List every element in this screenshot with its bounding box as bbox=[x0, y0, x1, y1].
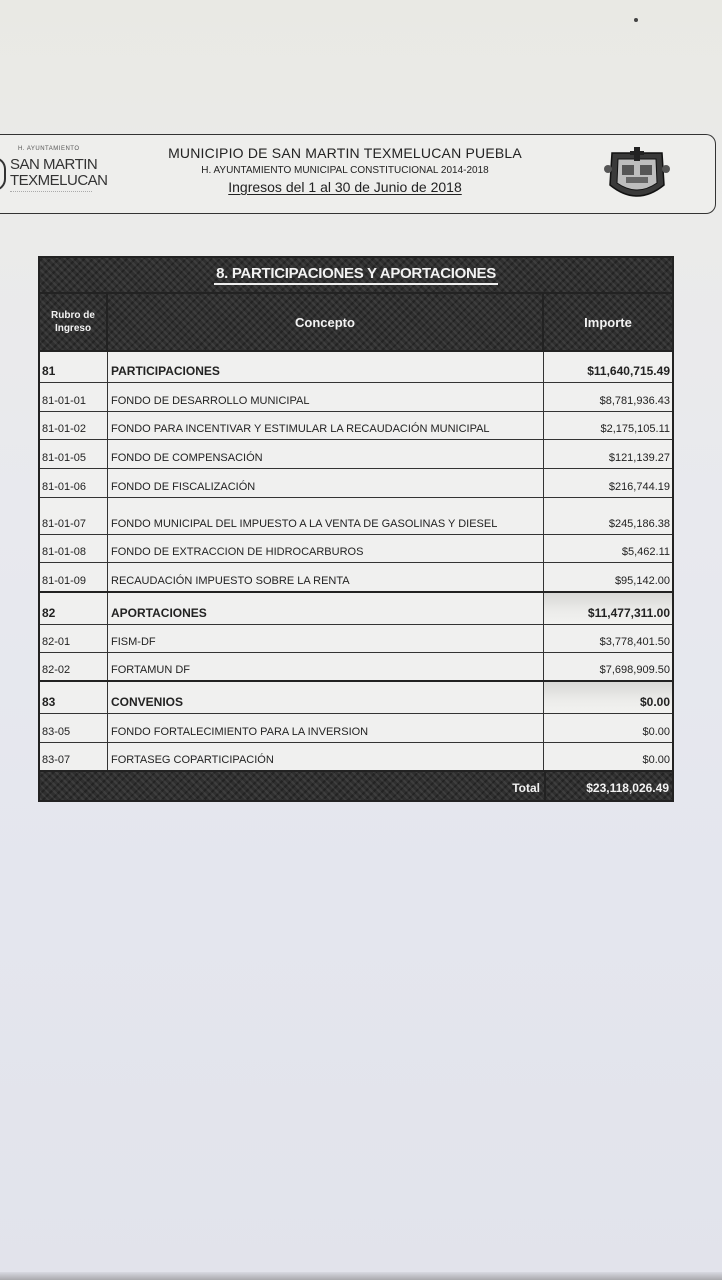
cell-concepto: FISM-DF bbox=[108, 625, 544, 652]
table-section-title bbox=[40, 258, 672, 294]
table-row bbox=[40, 624, 672, 652]
cell-rubro: 82-02 bbox=[40, 653, 108, 680]
table-row bbox=[40, 439, 672, 468]
cell-importe: $11,477,311.00 bbox=[544, 593, 672, 624]
cell-importe: $11,640,715.49 bbox=[587, 364, 670, 378]
cell-importe: $0.00 bbox=[642, 754, 670, 766]
cell-importe: $216,744.19 bbox=[608, 481, 670, 493]
cell-rubro: 81-01-02 bbox=[40, 412, 108, 439]
total-value: $23,118,026.49 bbox=[544, 772, 672, 800]
table-row bbox=[40, 497, 672, 534]
cell-importe: $3,778,401.50 bbox=[599, 636, 670, 648]
cell-importe: $0.00 bbox=[544, 682, 672, 713]
cell-rubro: 83-07 bbox=[40, 743, 108, 770]
cell-concepto: FONDO MUNICIPAL DEL IMPUESTO A LA VENTA DE GASOLINAS Y DIESEL bbox=[108, 498, 544, 534]
table-row bbox=[40, 713, 672, 742]
table-row-group bbox=[40, 591, 672, 624]
header-subtitle: H. AYUNTAMIENTO MUNICIPAL CONSTITUCIONAL 2014-2018 bbox=[201, 165, 489, 176]
cell-rubro: 81-01-05 bbox=[40, 440, 108, 468]
municipal-seal-icon bbox=[604, 145, 670, 205]
cell-importe: $8,781,936.43 bbox=[599, 395, 670, 407]
document-header bbox=[0, 134, 716, 214]
cell-importe: $7,698,909.50 bbox=[599, 664, 670, 676]
cell-concepto: APORTACIONES bbox=[108, 593, 544, 624]
cell-concepto: FORTAMUN DF bbox=[108, 653, 544, 680]
page-bottom-edge bbox=[0, 1272, 722, 1280]
table-row bbox=[40, 411, 672, 439]
col-header-importe: Importe bbox=[584, 314, 632, 330]
header-title: MUNICIPIO DE SAN MARTIN TEXMELUCAN PUEBLA bbox=[168, 145, 522, 161]
participaciones-table bbox=[38, 256, 674, 802]
table-row bbox=[40, 468, 672, 497]
cell-rubro: 83 bbox=[40, 682, 108, 713]
total-label: Total bbox=[512, 781, 540, 795]
table-row bbox=[40, 652, 672, 680]
cell-concepto: PARTICIPACIONES bbox=[108, 352, 544, 382]
cell-importe: $121,139.27 bbox=[608, 452, 670, 464]
logo-line-1: SAN MARTIN bbox=[10, 156, 98, 173]
cell-concepto: FONDO FORTALECIMIENTO PARA LA INVERSION bbox=[108, 714, 544, 742]
cell-concepto: FONDO DE EXTRACCION DE HIDROCARBUROS bbox=[108, 535, 544, 562]
col-header-rubro: Rubro de Ingreso bbox=[40, 294, 108, 350]
cell-concepto: RECAUDACIÓN IMPUESTO SOBRE LA RENTA bbox=[108, 563, 544, 591]
table-column-headers bbox=[40, 294, 672, 350]
table-row bbox=[40, 742, 672, 770]
cell-rubro: 81-01-07 bbox=[40, 498, 108, 534]
cell-importe: $2,175,105.11 bbox=[600, 423, 670, 435]
logo-line-2: TEXMELUCAN bbox=[10, 172, 108, 189]
table-total-row bbox=[40, 770, 672, 800]
col-header-concepto: Concepto bbox=[108, 294, 544, 350]
cell-rubro: 81 bbox=[40, 352, 108, 382]
table-row bbox=[40, 562, 672, 591]
cell-concepto: FORTASEG COPARTICIPACIÓN bbox=[108, 743, 544, 770]
cell-rubro: 82-01 bbox=[40, 625, 108, 652]
cell-rubro: 81-01-01 bbox=[40, 383, 108, 411]
cell-concepto: FONDO DE FISCALIZACIÓN bbox=[108, 469, 544, 497]
table-row-group bbox=[40, 350, 672, 382]
section-title-text: 8. PARTICIPACIONES Y APORTACIONES bbox=[214, 265, 498, 285]
logo-small-text: H. AYUNTAMIENTO bbox=[18, 146, 80, 152]
cell-importe: $5,462.11 bbox=[621, 546, 670, 558]
paper-speck bbox=[634, 18, 638, 22]
cell-rubro: 83-05 bbox=[40, 714, 108, 742]
cell-rubro: 82 bbox=[40, 593, 108, 624]
cell-concepto: FONDO PARA INCENTIVAR Y ESTIMULAR LA RECAUDACIÓN MUNICIPAL bbox=[108, 412, 544, 439]
cell-concepto: CONVENIOS bbox=[108, 682, 544, 713]
header-period-text: Ingresos del 1 al 30 de Junio de 2018 bbox=[228, 179, 462, 195]
cell-rubro: 81-01-06 bbox=[40, 469, 108, 497]
cell-importe: $245,186.38 bbox=[608, 518, 670, 530]
cell-importe: $95,142.00 bbox=[614, 575, 670, 587]
cell-concepto: FONDO DE DESARROLLO MUNICIPAL bbox=[108, 383, 544, 411]
cell-importe: $0.00 bbox=[642, 726, 670, 738]
cell-rubro: 81-01-09 bbox=[40, 563, 108, 591]
table-row-group bbox=[40, 680, 672, 713]
table-row bbox=[40, 534, 672, 562]
cell-concepto: FONDO DE COMPENSACIÓN bbox=[108, 440, 544, 468]
table-row bbox=[40, 382, 672, 411]
header-period bbox=[0, 179, 690, 195]
cell-rubro: 81-01-08 bbox=[40, 535, 108, 562]
